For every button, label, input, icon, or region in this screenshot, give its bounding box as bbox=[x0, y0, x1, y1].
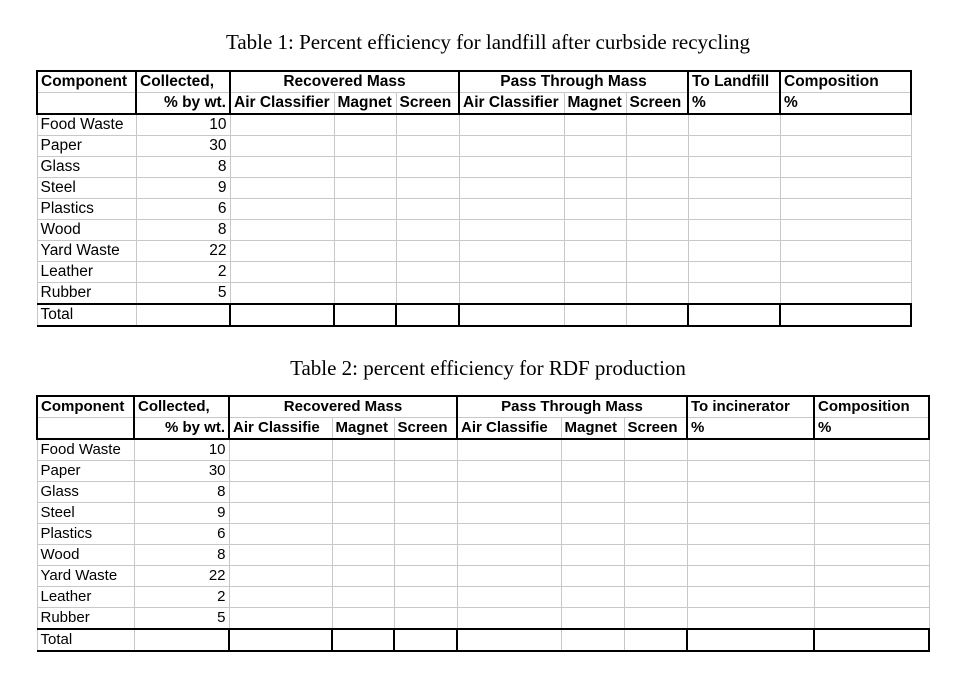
subheader-recovered-magnet: Magnet bbox=[332, 418, 394, 440]
table-row bbox=[37, 482, 929, 503]
empty-cell bbox=[394, 482, 457, 503]
table1-caption: Table 1: Percent efficiency for landfill after curbside recycling bbox=[225, 30, 751, 54]
subheader-pass-air-classifier: Air Classifie bbox=[457, 418, 561, 440]
empty-cell bbox=[626, 199, 688, 220]
component-name: Food Waste bbox=[37, 114, 136, 136]
empty-cell bbox=[564, 199, 626, 220]
total-pass-screen bbox=[624, 629, 687, 651]
empty-cell bbox=[688, 199, 780, 220]
table-row bbox=[37, 566, 929, 587]
empty-cell bbox=[687, 439, 814, 461]
total-pass-magnet bbox=[561, 629, 624, 651]
empty-cell bbox=[814, 461, 929, 482]
collected-percent: 9 bbox=[136, 178, 230, 199]
empty-cell bbox=[459, 114, 564, 136]
empty-cell bbox=[780, 157, 911, 178]
empty-cell bbox=[332, 566, 394, 587]
empty-cell bbox=[334, 178, 396, 199]
empty-cell bbox=[780, 199, 911, 220]
collected-percent: 6 bbox=[136, 199, 230, 220]
empty-cell bbox=[624, 461, 687, 482]
component-name: Leather bbox=[37, 587, 134, 608]
empty-cell bbox=[396, 199, 459, 220]
total-pass-screen bbox=[626, 304, 688, 326]
collected-percent: 8 bbox=[136, 220, 230, 241]
empty-cell bbox=[688, 241, 780, 262]
total-destination bbox=[688, 304, 780, 326]
empty-cell bbox=[229, 503, 332, 524]
table-row bbox=[37, 461, 929, 482]
table-row bbox=[37, 157, 911, 178]
empty-cell bbox=[561, 524, 624, 545]
empty-cell bbox=[687, 545, 814, 566]
empty-cell bbox=[396, 262, 459, 283]
empty-cell bbox=[457, 524, 561, 545]
empty-cell bbox=[459, 262, 564, 283]
subheader-row bbox=[37, 93, 911, 115]
subheader-recovered-air-classifier: Air Classifie bbox=[229, 418, 332, 440]
empty-cell bbox=[459, 283, 564, 305]
empty-cell bbox=[624, 545, 687, 566]
empty-cell bbox=[396, 283, 459, 305]
empty-cell bbox=[230, 283, 334, 305]
empty-cell bbox=[780, 220, 911, 241]
empty-cell bbox=[561, 503, 624, 524]
collected-percent: 30 bbox=[134, 461, 229, 482]
empty-cell bbox=[457, 461, 561, 482]
empty-cell bbox=[688, 283, 780, 305]
component-name: Yard Waste bbox=[37, 241, 136, 262]
empty-cell bbox=[334, 262, 396, 283]
empty-cell bbox=[459, 241, 564, 262]
empty-cell bbox=[626, 136, 688, 157]
empty-cell bbox=[561, 608, 624, 630]
empty-cell bbox=[459, 220, 564, 241]
empty-cell bbox=[394, 439, 457, 461]
empty-cell bbox=[561, 545, 624, 566]
table-row bbox=[37, 545, 929, 566]
empty-cell bbox=[459, 178, 564, 199]
empty-cell bbox=[394, 587, 457, 608]
table-row bbox=[37, 608, 929, 630]
empty-cell bbox=[624, 608, 687, 630]
collected-percent: 2 bbox=[136, 262, 230, 283]
empty-cell bbox=[396, 114, 459, 136]
header-recovered-mass: Recovered Mass bbox=[230, 71, 459, 93]
header-row bbox=[37, 396, 929, 418]
empty-cell bbox=[626, 220, 688, 241]
total-recovered-air-classifier bbox=[229, 629, 332, 651]
empty-cell bbox=[688, 178, 780, 199]
collected-percent: 10 bbox=[134, 439, 229, 461]
empty-cell bbox=[334, 114, 396, 136]
component-name: Steel bbox=[37, 178, 136, 199]
table-row bbox=[37, 503, 929, 524]
collected-percent: 22 bbox=[136, 241, 230, 262]
empty-cell bbox=[780, 262, 911, 283]
empty-cell bbox=[230, 220, 334, 241]
empty-cell bbox=[457, 439, 561, 461]
table-row bbox=[37, 199, 911, 220]
empty-cell bbox=[394, 461, 457, 482]
empty-cell bbox=[396, 241, 459, 262]
empty-cell bbox=[459, 199, 564, 220]
header-collected: Collected, bbox=[136, 71, 230, 93]
empty-cell bbox=[564, 157, 626, 178]
empty-cell bbox=[561, 482, 624, 503]
table-row bbox=[37, 283, 911, 305]
empty-cell bbox=[687, 566, 814, 587]
total-composition bbox=[814, 629, 929, 651]
empty-cell bbox=[229, 545, 332, 566]
component-name: Steel bbox=[37, 503, 134, 524]
total-pass-magnet bbox=[564, 304, 626, 326]
empty-cell bbox=[687, 503, 814, 524]
empty-cell bbox=[688, 136, 780, 157]
collected-percent: 5 bbox=[136, 283, 230, 305]
total-recovered-screen bbox=[394, 629, 457, 651]
empty-cell bbox=[626, 178, 688, 199]
empty-cell bbox=[687, 608, 814, 630]
empty-cell bbox=[814, 439, 929, 461]
empty-cell bbox=[564, 178, 626, 199]
empty-cell bbox=[332, 587, 394, 608]
empty-cell bbox=[334, 199, 396, 220]
empty-cell bbox=[624, 524, 687, 545]
subheader-destination-percent: % bbox=[688, 93, 780, 115]
empty-cell bbox=[457, 566, 561, 587]
empty-cell bbox=[394, 503, 457, 524]
empty-cell bbox=[459, 157, 564, 178]
header-destination: To incinerator bbox=[687, 396, 814, 418]
empty-cell bbox=[688, 157, 780, 178]
total-collected bbox=[134, 629, 229, 651]
table-row bbox=[37, 178, 911, 199]
empty-cell bbox=[332, 461, 394, 482]
empty-cell bbox=[814, 524, 929, 545]
table2-caption: Table 2: percent efficiency for RDF production bbox=[290, 356, 686, 380]
component-name: Wood bbox=[37, 545, 134, 566]
component-name: Food Waste bbox=[37, 439, 134, 461]
landfill-efficiency-table bbox=[36, 70, 912, 327]
empty-cell bbox=[814, 503, 929, 524]
empty-cell bbox=[229, 524, 332, 545]
header-recovered-mass: Recovered Mass bbox=[229, 396, 457, 418]
collected-percent: 22 bbox=[134, 566, 229, 587]
empty-cell bbox=[230, 114, 334, 136]
total-recovered-magnet bbox=[332, 629, 394, 651]
subheader-percent-by-wt: % by wt. bbox=[136, 93, 230, 115]
component-name: Rubber bbox=[37, 283, 136, 305]
header-component: Component bbox=[37, 71, 136, 93]
total-recovered-screen bbox=[396, 304, 459, 326]
collected-percent: 8 bbox=[134, 482, 229, 503]
header-collected: Collected, bbox=[134, 396, 229, 418]
empty-cell bbox=[230, 136, 334, 157]
subheader-blank bbox=[37, 418, 134, 440]
empty-cell bbox=[626, 241, 688, 262]
empty-cell bbox=[229, 482, 332, 503]
collected-percent: 6 bbox=[134, 524, 229, 545]
subheader-pass-air-classifier: Air Classifier bbox=[459, 93, 564, 115]
empty-cell bbox=[814, 545, 929, 566]
subheader-composition-percent: % bbox=[814, 418, 929, 440]
subheader-percent-by-wt: % by wt. bbox=[134, 418, 229, 440]
subheader-recovered-screen: Screen bbox=[396, 93, 459, 115]
empty-cell bbox=[394, 566, 457, 587]
component-name: Glass bbox=[37, 482, 134, 503]
empty-cell bbox=[459, 136, 564, 157]
component-name: Paper bbox=[37, 136, 136, 157]
empty-cell bbox=[564, 136, 626, 157]
empty-cell bbox=[626, 157, 688, 178]
empty-cell bbox=[230, 241, 334, 262]
empty-cell bbox=[624, 503, 687, 524]
empty-cell bbox=[394, 608, 457, 630]
empty-cell bbox=[332, 524, 394, 545]
empty-cell bbox=[334, 283, 396, 305]
empty-cell bbox=[230, 199, 334, 220]
empty-cell bbox=[334, 157, 396, 178]
total-label: Total bbox=[37, 629, 134, 651]
subheader-recovered-magnet: Magnet bbox=[334, 93, 396, 115]
header-composition: Composition bbox=[780, 71, 911, 93]
empty-cell bbox=[457, 503, 561, 524]
total-destination bbox=[687, 629, 814, 651]
header-component: Component bbox=[37, 396, 134, 418]
table-row bbox=[37, 587, 929, 608]
table-row bbox=[37, 136, 911, 157]
empty-cell bbox=[564, 220, 626, 241]
empty-cell bbox=[394, 524, 457, 545]
subheader-pass-screen: Screen bbox=[624, 418, 687, 440]
empty-cell bbox=[334, 241, 396, 262]
subheader-recovered-screen: Screen bbox=[394, 418, 457, 440]
table-row bbox=[37, 114, 911, 136]
empty-cell bbox=[626, 283, 688, 305]
empty-cell bbox=[688, 114, 780, 136]
table-row bbox=[37, 439, 929, 461]
empty-cell bbox=[230, 262, 334, 283]
empty-cell bbox=[564, 262, 626, 283]
collected-percent: 30 bbox=[136, 136, 230, 157]
collected-percent: 2 bbox=[134, 587, 229, 608]
total-row bbox=[37, 629, 929, 651]
collected-percent: 10 bbox=[136, 114, 230, 136]
total-collected bbox=[136, 304, 230, 326]
empty-cell bbox=[229, 587, 332, 608]
subheader-pass-magnet: Magnet bbox=[561, 418, 624, 440]
total-pass-air-classifier bbox=[459, 304, 564, 326]
empty-cell bbox=[780, 136, 911, 157]
empty-cell bbox=[624, 482, 687, 503]
empty-cell bbox=[561, 439, 624, 461]
empty-cell bbox=[688, 262, 780, 283]
empty-cell bbox=[624, 439, 687, 461]
header-pass-through-mass: Pass Through Mass bbox=[457, 396, 687, 418]
empty-cell bbox=[687, 524, 814, 545]
empty-cell bbox=[457, 587, 561, 608]
collected-percent: 8 bbox=[136, 157, 230, 178]
component-name: Glass bbox=[37, 157, 136, 178]
empty-cell bbox=[229, 439, 332, 461]
empty-cell bbox=[780, 241, 911, 262]
total-composition bbox=[780, 304, 911, 326]
header-row bbox=[37, 71, 911, 93]
empty-cell bbox=[396, 220, 459, 241]
empty-cell bbox=[780, 114, 911, 136]
empty-cell bbox=[229, 566, 332, 587]
empty-cell bbox=[229, 461, 332, 482]
empty-cell bbox=[561, 587, 624, 608]
subheader-row bbox=[37, 418, 929, 440]
empty-cell bbox=[457, 545, 561, 566]
table-row bbox=[37, 241, 911, 262]
total-label: Total bbox=[37, 304, 136, 326]
empty-cell bbox=[332, 482, 394, 503]
empty-cell bbox=[814, 587, 929, 608]
empty-cell bbox=[780, 283, 911, 305]
empty-cell bbox=[396, 136, 459, 157]
empty-cell bbox=[626, 262, 688, 283]
empty-cell bbox=[332, 439, 394, 461]
component-name: Rubber bbox=[37, 608, 134, 630]
empty-cell bbox=[230, 178, 334, 199]
empty-cell bbox=[334, 220, 396, 241]
empty-cell bbox=[687, 482, 814, 503]
empty-cell bbox=[334, 136, 396, 157]
header-composition: Composition bbox=[814, 396, 929, 418]
empty-cell bbox=[561, 461, 624, 482]
empty-cell bbox=[624, 566, 687, 587]
empty-cell bbox=[780, 178, 911, 199]
empty-cell bbox=[564, 283, 626, 305]
component-name: Paper bbox=[37, 461, 134, 482]
subheader-pass-screen: Screen bbox=[626, 93, 688, 115]
empty-cell bbox=[396, 178, 459, 199]
empty-cell bbox=[230, 157, 334, 178]
total-recovered-magnet bbox=[334, 304, 396, 326]
empty-cell bbox=[687, 461, 814, 482]
collected-percent: 8 bbox=[134, 545, 229, 566]
empty-cell bbox=[561, 566, 624, 587]
empty-cell bbox=[564, 241, 626, 262]
total-pass-air-classifier bbox=[457, 629, 561, 651]
empty-cell bbox=[624, 587, 687, 608]
collected-percent: 5 bbox=[134, 608, 229, 630]
component-name: Yard Waste bbox=[37, 566, 134, 587]
empty-cell bbox=[457, 482, 561, 503]
empty-cell bbox=[687, 587, 814, 608]
subheader-composition-percent: % bbox=[780, 93, 911, 115]
rdf-efficiency-table bbox=[36, 395, 930, 652]
empty-cell bbox=[396, 157, 459, 178]
table-row bbox=[37, 262, 911, 283]
empty-cell bbox=[457, 608, 561, 630]
component-name: Wood bbox=[37, 220, 136, 241]
header-pass-through-mass: Pass Through Mass bbox=[459, 71, 688, 93]
empty-cell bbox=[229, 608, 332, 630]
component-name: Plastics bbox=[37, 524, 134, 545]
empty-cell bbox=[332, 545, 394, 566]
subheader-blank bbox=[37, 93, 136, 115]
empty-cell bbox=[814, 566, 929, 587]
component-name: Plastics bbox=[37, 199, 136, 220]
total-row bbox=[37, 304, 911, 326]
empty-cell bbox=[332, 608, 394, 630]
empty-cell bbox=[814, 608, 929, 630]
empty-cell bbox=[332, 503, 394, 524]
total-recovered-air-classifier bbox=[230, 304, 334, 326]
empty-cell bbox=[564, 114, 626, 136]
empty-cell bbox=[688, 220, 780, 241]
empty-cell bbox=[814, 482, 929, 503]
table-row bbox=[37, 220, 911, 241]
table-row bbox=[37, 524, 929, 545]
empty-cell bbox=[626, 114, 688, 136]
component-name: Leather bbox=[37, 262, 136, 283]
header-destination: To Landfill bbox=[688, 71, 780, 93]
subheader-recovered-air-classifier: Air Classifier bbox=[230, 93, 334, 115]
subheader-destination-percent: % bbox=[687, 418, 814, 440]
collected-percent: 9 bbox=[134, 503, 229, 524]
subheader-pass-magnet: Magnet bbox=[564, 93, 626, 115]
empty-cell bbox=[394, 545, 457, 566]
